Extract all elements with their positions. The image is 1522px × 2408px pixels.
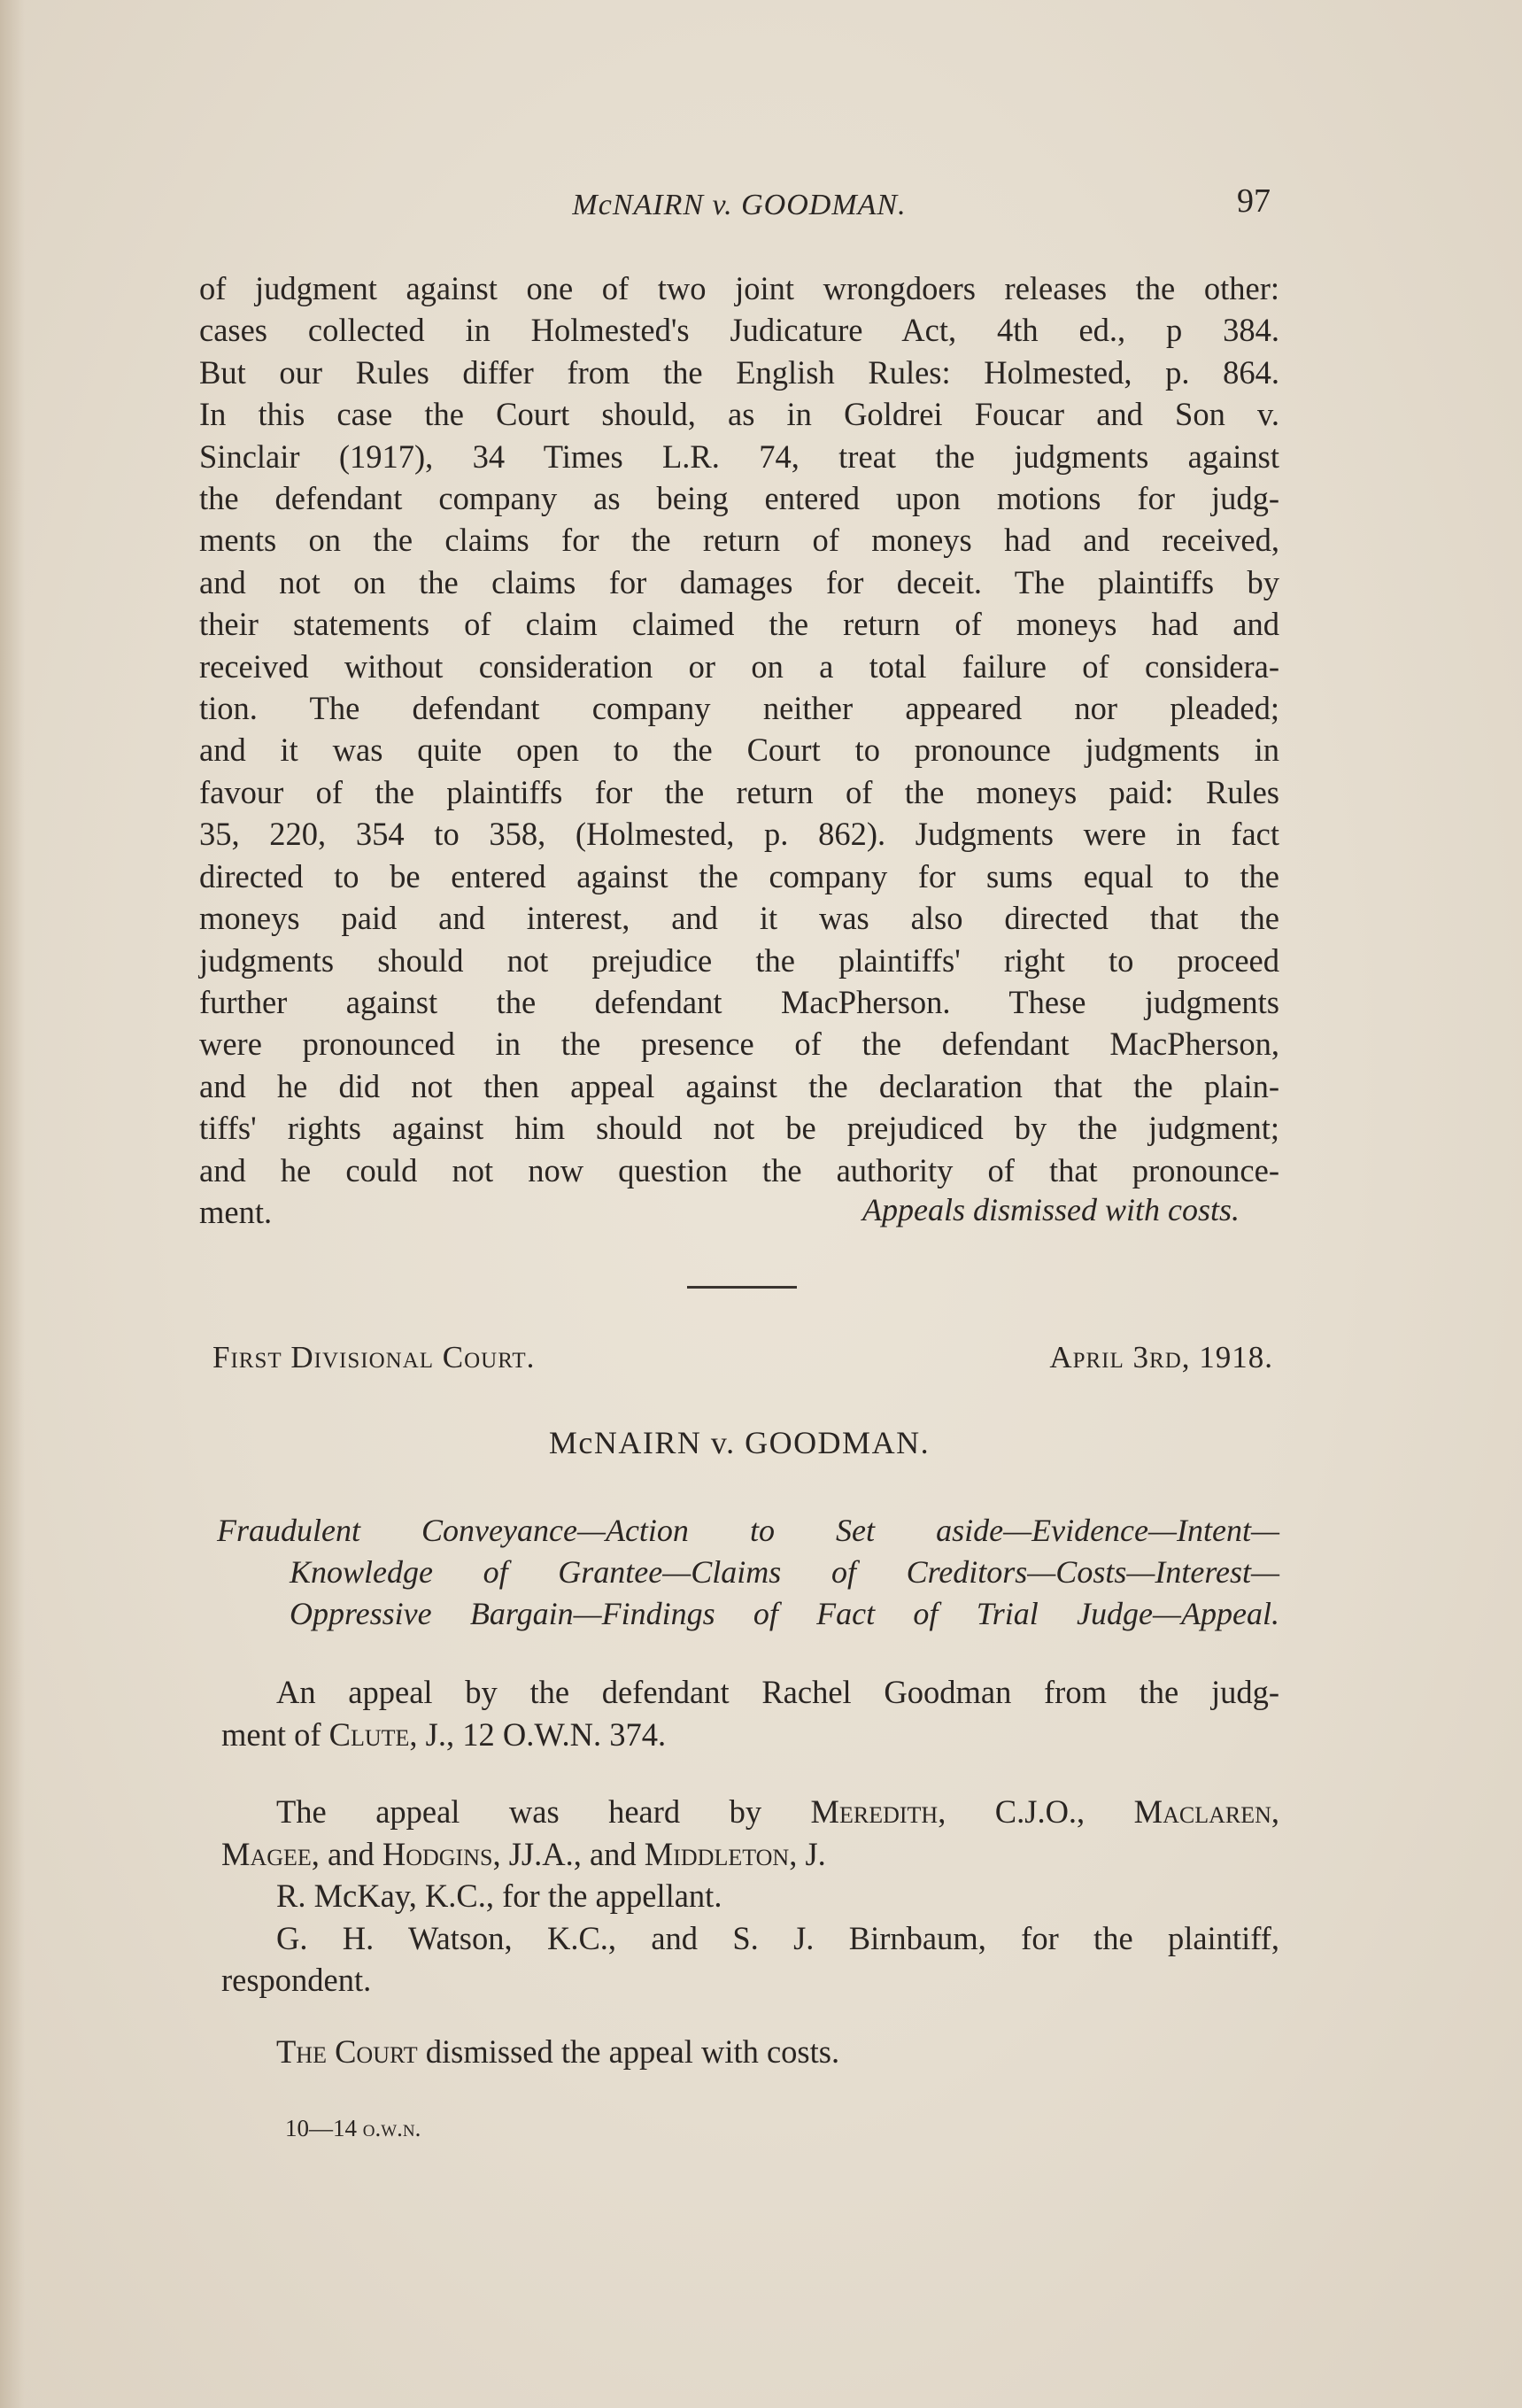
court-word: The Court	[276, 2033, 418, 2070]
headnote-line: Oppressive Bargain—Findings of Fact of Trial Judge—Appeal.	[290, 1596, 1279, 1631]
text-fragment: , C.J.O.,	[938, 1793, 1134, 1830]
text-line	[221, 2031, 1279, 2073]
judge-name: Clute	[328, 1715, 410, 1753]
headnote-line: Fraudulent Conveyance—Action to Set aside—Evidence—Intent—	[217, 1513, 1279, 1548]
text-line: But our Rules differ from the English Rules: Holmested, p. 864.	[199, 353, 1279, 391]
text-line: and he could not now question the authority of that pronounce-	[199, 1151, 1279, 1189]
text-line: and not on the claims for damages for deceit. The plaintiffs by	[199, 563, 1279, 600]
text-line: 35, 220, 354 to 358, (Holmested, p. 862). Judgments were in fact	[199, 816, 1279, 853]
text-fragment: , J., 12 O.W.N. 374.	[409, 1715, 667, 1753]
judge-name: Hodgins	[382, 1835, 493, 1872]
page-number: 97	[1237, 182, 1271, 220]
text-line	[221, 1833, 1279, 1876]
text-fragment: , J.	[789, 1835, 826, 1872]
appeal-paragraph	[221, 1671, 1279, 1755]
court-line	[212, 1340, 1273, 1384]
body-paragraph	[199, 267, 1279, 1233]
judge-name: Maclaren	[1133, 1793, 1271, 1830]
text-line: and he did not then appeal against the declaration that the plain-	[199, 1067, 1279, 1104]
court-date: April 3rd, 1918.	[1049, 1340, 1273, 1374]
text-line: An appeal by the defendant Rachel Goodman from the judg-	[276, 1674, 1279, 1710]
judge-name: Magee	[221, 1835, 312, 1872]
text-fragment: , and	[311, 1835, 382, 1872]
headnote-line: Knowledge of Grantee—Claims of Creditors—Costs—Interest—	[290, 1554, 1279, 1590]
hearing-paragraph	[221, 1791, 1279, 2002]
text-line: moneys paid and interest, and it was also directed that the	[199, 900, 1279, 937]
text-line: the defendant company as being entered upon motions for judg-	[199, 480, 1279, 517]
text-line: Sinclair (1917), 34 Times L.R. 74, treat the judgments against	[199, 437, 1279, 475]
text-fragment: ment of	[221, 1715, 329, 1753]
court-name: First Divisional Court.	[212, 1340, 536, 1374]
text-fragment: The appeal was heard by	[276, 1793, 811, 1830]
text-line: were pronounced in the presence of the defendant MacPherson,	[199, 1026, 1279, 1063]
text-line: tion. The defendant company neither appeared nor pleaded;	[199, 690, 1279, 727]
text-line: their statements of claim claimed the return of moneys had and	[199, 606, 1279, 643]
text-line: and it was quite open to the Court to pronounce judgments in	[199, 732, 1279, 769]
signature-mark: 10—14 o.w.n.	[285, 2115, 421, 2141]
headnote	[217, 1510, 1279, 1635]
previous-case-body	[199, 267, 1279, 1233]
section-divider	[687, 1286, 797, 1289]
verdict: Appeals dismissed with costs.	[861, 1192, 1240, 1227]
running-title: McNAIRN v. GOODMAN.	[572, 189, 907, 221]
counsel-line: respondent.	[221, 1962, 372, 1998]
case-title: McNAIRN v. GOODMAN.	[548, 1425, 931, 1460]
text-line: of judgment against one of two joint wrongdoers releases the other:	[199, 270, 1279, 306]
text-line: favour of the plaintiffs for the return of the moneys paid: Rules	[199, 773, 1279, 810]
text-line: received without consideration or on a total failure of considera-	[199, 647, 1279, 685]
counsel-line: G. H. Watson, K.C., and S. J. Birnbaum, for the plaintiff,	[276, 1919, 1279, 1956]
text-line: judgments should not prejudice the plaintiffs' right to proceed	[199, 941, 1279, 979]
text-line: In this case the Court should, as in Goldrei Foucar and Son v.	[199, 396, 1279, 433]
text-line: further against the defendant MacPherson. These judgments	[199, 983, 1279, 1020]
text-line: directed to be entered against the company for sums equal to the	[199, 857, 1279, 894]
text-fragment: , JJ.A., and	[492, 1835, 645, 1872]
text-line: tiffs' rights against him should not be prejudiced by the judgment;	[199, 1110, 1279, 1147]
text-line: The appeal was heard by Meredith, C.J.O., Maclaren,	[276, 1793, 1279, 1830]
text-line: ment.	[199, 1193, 273, 1230]
judge-name: Middleton	[644, 1835, 790, 1872]
text-line: ments on the claims for the return of moneys had and received,	[199, 522, 1279, 559]
judge-name: Meredith	[810, 1793, 939, 1830]
text-fragment: dismissed the appeal with costs.	[417, 2033, 840, 2070]
disposition-paragraph	[221, 2031, 1279, 2073]
counsel-line: R. McKay, K.C., for the appellant.	[276, 1878, 722, 1914]
text-line	[221, 1714, 1279, 1756]
text-line: cases collected in Holmested's Judicature Act, 4th ed., p 384.	[199, 312, 1279, 349]
running-head	[199, 182, 1279, 226]
